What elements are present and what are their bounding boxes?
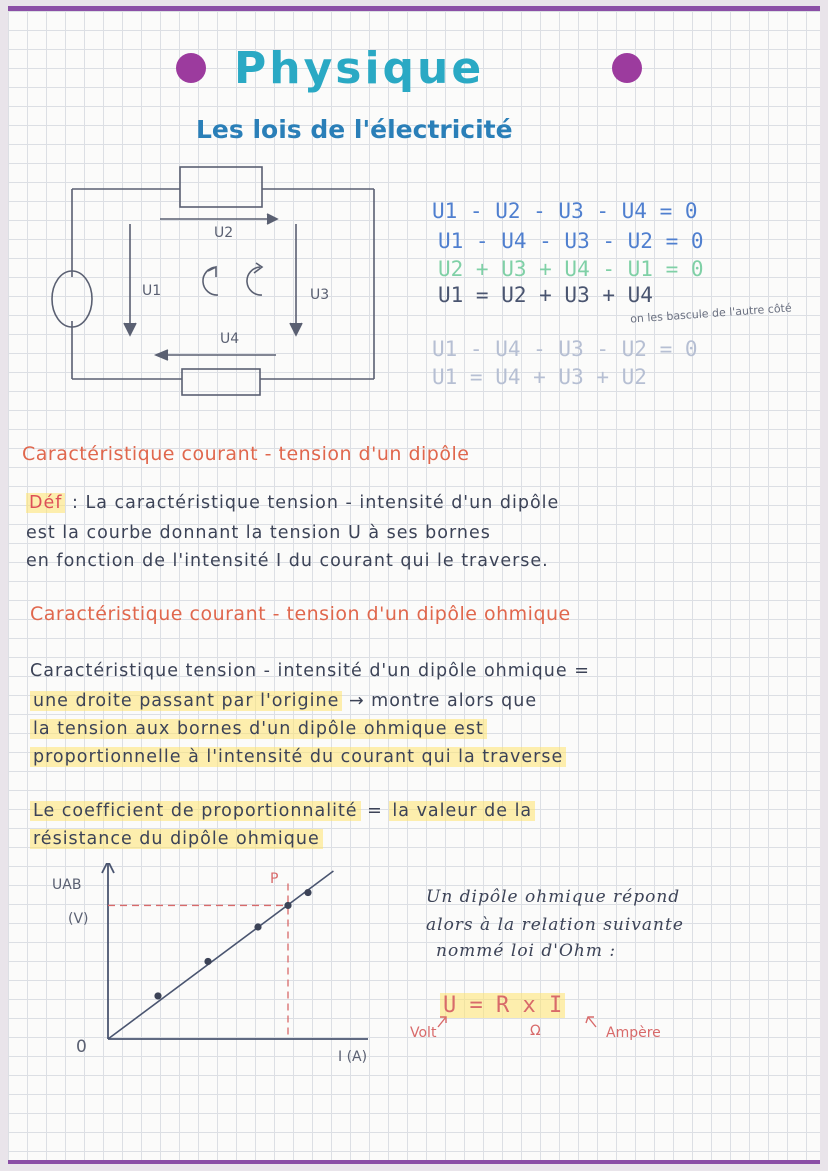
chart-x-label: I (A) — [338, 1049, 368, 1065]
paragraph-line-4: proportionnelle à l'intensité du courant qui la traverse — [30, 747, 566, 767]
circuit-diagram — [48, 159, 398, 399]
ohm-law-formula: U = R x I — [440, 993, 565, 1018]
law-text-line-3: nommé loi d'Ohm : — [436, 941, 617, 961]
paragraph-line-3: la tension aux bornes d'un dipôle ohmique est — [30, 719, 487, 739]
definition-text-1: : La caractéristique tension - intensité d'un dipôle — [71, 493, 560, 513]
binder-hole-left — [176, 53, 206, 83]
paragraph-line-2 — [30, 691, 537, 711]
chart-origin-label: 0 — [76, 1037, 87, 1057]
circuit-label-u1: U1 — [142, 283, 162, 299]
coefficient-term: Le coefficient de proportionnalité — [30, 801, 361, 821]
fit-line — [108, 871, 333, 1039]
notebook-page — [8, 6, 820, 1164]
resistor-top — [180, 167, 262, 207]
coefficient-value: la valeur de la — [389, 801, 535, 821]
data-point — [254, 923, 261, 930]
equation-1: U1 - U2 - U3 - U4 = 0 — [432, 199, 698, 223]
data-point — [204, 958, 211, 965]
equation-3: U2 + U3 + U4 - U1 = 0 — [438, 257, 704, 281]
equation-6: U1 = U4 + U3 + U2 — [432, 365, 647, 389]
page-title: Physique — [234, 43, 485, 94]
highlight-line-origin: une droite passant par l'origine — [30, 691, 342, 711]
binder-hole-right — [612, 53, 642, 83]
generator-symbol — [52, 271, 92, 327]
equation-5: U1 - U4 - U3 - U2 = 0 — [432, 337, 698, 361]
unit-arrows — [428, 1007, 618, 1037]
coefficient-line-1 — [30, 801, 535, 821]
paragraph-arrow-text: → montre alors que — [348, 691, 538, 711]
page-subtitle: Les lois de l'électricité — [196, 115, 513, 144]
definition-label: Déf — [26, 493, 65, 513]
section-heading-ohmic: Caractéristique courant - tension d'un dipôle ohmique — [30, 603, 571, 625]
unit-volt-label: Volt — [410, 1025, 437, 1041]
equation-2: U1 - U4 - U3 - U2 = 0 — [438, 229, 704, 253]
chart-y-unit: (V) — [68, 911, 89, 927]
circuit-label-u2: U2 — [214, 225, 234, 241]
law-text-line-1: Un dipôle ohmique répond — [426, 887, 681, 907]
definition-line-1 — [26, 493, 559, 513]
unit-ampere-label: Ampère — [606, 1025, 661, 1041]
definition-line-3: en fonction de l'intensité I du courant qui le traverse. — [26, 551, 549, 571]
chart-y-label: UAB — [52, 877, 82, 893]
chart-point-label: P — [270, 871, 279, 887]
ohm-law-chart — [94, 863, 394, 1053]
data-point — [304, 889, 311, 896]
paragraph-line-1: Caractéristique tension - intensité d'un dipôle ohmique = — [30, 661, 590, 681]
unit-ohm-label: Ω — [530, 1023, 541, 1039]
equation-note: on les bascule de l'autre côté — [629, 301, 793, 326]
resistor-bottom — [182, 369, 260, 395]
definition-line-2: est la courbe donnant la tension U à ses bornes — [26, 523, 491, 543]
law-text-line-2: alors à la relation suivante — [426, 915, 684, 935]
circuit-label-u3: U3 — [310, 287, 330, 303]
coefficient-line-2: résistance du dipôle ohmique — [30, 829, 323, 849]
equation-4: U1 = U2 + U3 + U4 — [438, 283, 653, 307]
coefficient-equals: = — [367, 801, 383, 821]
data-point — [154, 992, 161, 999]
section-heading-dipole: Caractéristique courant - tension d'un dipôle — [22, 443, 470, 465]
data-point — [284, 902, 291, 909]
circuit-label-u4: U4 — [220, 331, 240, 347]
